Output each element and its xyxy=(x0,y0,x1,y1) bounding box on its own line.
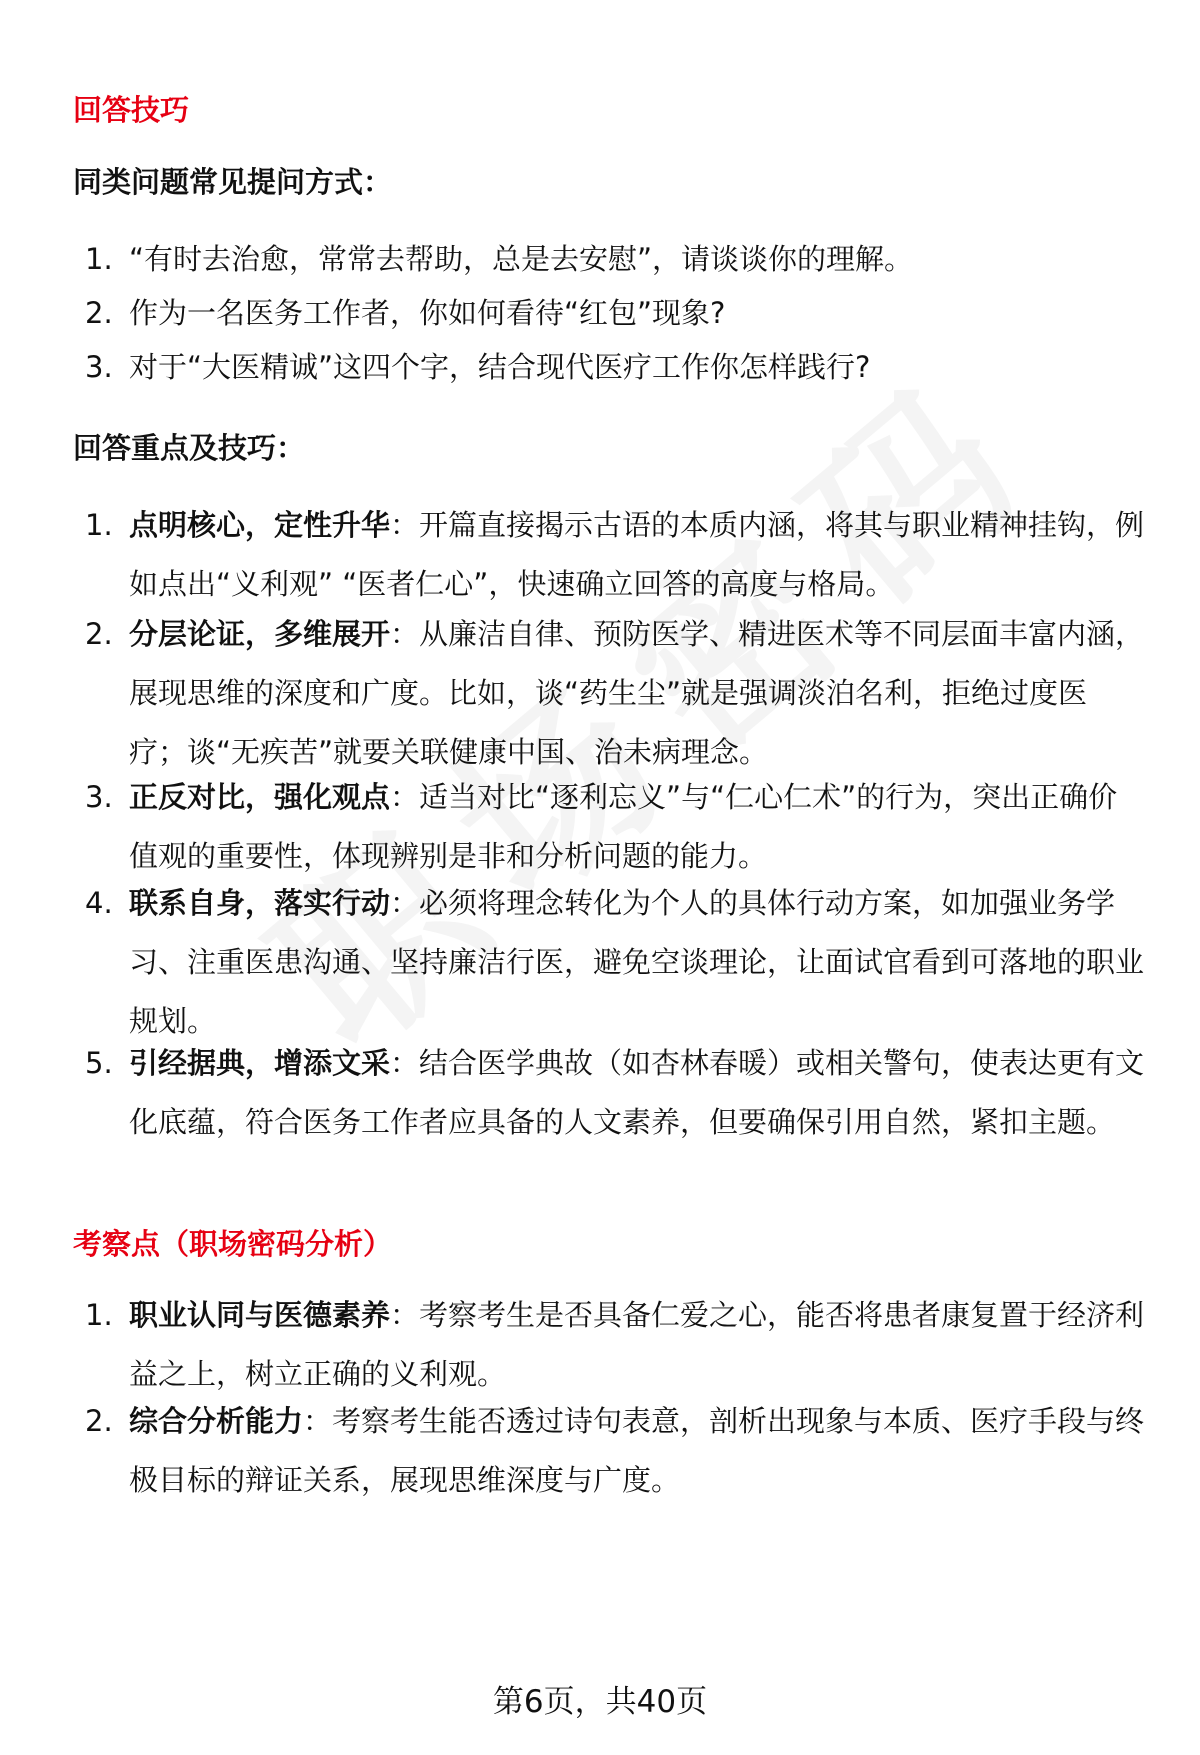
key-point-title: 正反对比，强化观点 xyxy=(129,780,391,814)
list-number: 1. xyxy=(85,508,113,542)
key-point-title: 联系自身，落实行动 xyxy=(129,886,391,920)
heading-exam-points: 考察点（职场密码分析） xyxy=(73,1227,393,1261)
key-point-text: ：结合医学典故（如杏林春暖）或相关警句，使表达更有文化底蕴，符合医务工作者应具备的人文素养，但要确保引用自然，紧扣主题。 xyxy=(129,1046,1145,1139)
list-number: 3. xyxy=(85,350,113,384)
list-number: 1. xyxy=(85,1298,113,1332)
exam-point-title: 综合分析能力 xyxy=(129,1404,304,1438)
key-point-title: 分层论证，多维展开 xyxy=(129,617,391,651)
common-question-2 xyxy=(85,284,1145,343)
exam-point-2 xyxy=(85,1392,1145,1510)
key-point-3 xyxy=(85,768,1145,886)
exam-point-1 xyxy=(85,1286,1145,1404)
heading-tips: 回答技巧 xyxy=(73,93,190,127)
list-number: 4. xyxy=(85,886,113,920)
list-number: 5. xyxy=(85,1046,113,1080)
key-point-4 xyxy=(85,874,1145,1051)
key-point-title: 点明核心，定性升华 xyxy=(129,508,391,542)
question-text: 作为一名医务工作者，你如何看待“红包”现象? xyxy=(129,296,726,330)
common-question-1 xyxy=(85,230,1145,289)
question-text: “有时去治愈，常常去帮助，总是去安慰”，请谈谈你的理解。 xyxy=(129,242,914,276)
key-point-5 xyxy=(85,1034,1145,1152)
list-number: 1. xyxy=(85,242,113,276)
page-number-footer: 第6页，共40页 xyxy=(492,1684,708,1720)
question-text: 对于“大医精诚”这四个字，结合现代医疗工作你怎样践行? xyxy=(129,350,871,384)
key-point-text: ：适当对比“逐利忘义”与“仁心仁术”的行为，突出正确价值观的重要性，体现辨别是非和分析问题的能力。 xyxy=(129,780,1118,873)
exam-point-text: ：考察考生能否透过诗句表意，剖析出现象与本质、医疗手段与终极目标的辩证关系，展现思维深度与广度。 xyxy=(129,1404,1145,1497)
exam-point-title: 职业认同与医德素养 xyxy=(129,1298,391,1332)
key-point-title: 引经据典，增添文采 xyxy=(129,1046,391,1080)
list-number: 2. xyxy=(85,296,113,330)
key-point-1 xyxy=(85,496,1145,614)
list-number: 3. xyxy=(85,780,113,814)
exam-point-text: ：考察考生是否具备仁爱之心，能否将患者康复置于经济利益之上，树立正确的义利观。 xyxy=(129,1298,1145,1391)
key-point-text: ：必须将理念转化为个人的具体行动方案，如加强业务学习、注重医患沟通、坚持廉洁行医，避免空谈理论，让面试官看到可落地的职业规划。 xyxy=(129,886,1145,1038)
heading-common-questions: 同类问题常见提问方式： xyxy=(73,165,393,199)
common-question-3 xyxy=(85,338,1145,397)
key-point-text: ：从廉洁自律、预防医学、精进医术等不同层面丰富内涵，展现思维的深度和广度。比如，谈“药生尘”就是强调淡泊名利，拒绝过度医疗；谈“无疾苦”就要关联健康中国、治未病理念。 xyxy=(129,617,1145,769)
key-point-2 xyxy=(85,605,1145,782)
list-number: 2. xyxy=(85,617,113,651)
heading-key-points: 回答重点及技巧： xyxy=(73,431,306,465)
key-point-text: ：开篇直接揭示古语的本质内涵，将其与职业精神挂钩，例如点出“义利观” “医者仁心”，快速确立回答的高度与格局。 xyxy=(129,508,1145,601)
list-number: 2. xyxy=(85,1404,113,1438)
